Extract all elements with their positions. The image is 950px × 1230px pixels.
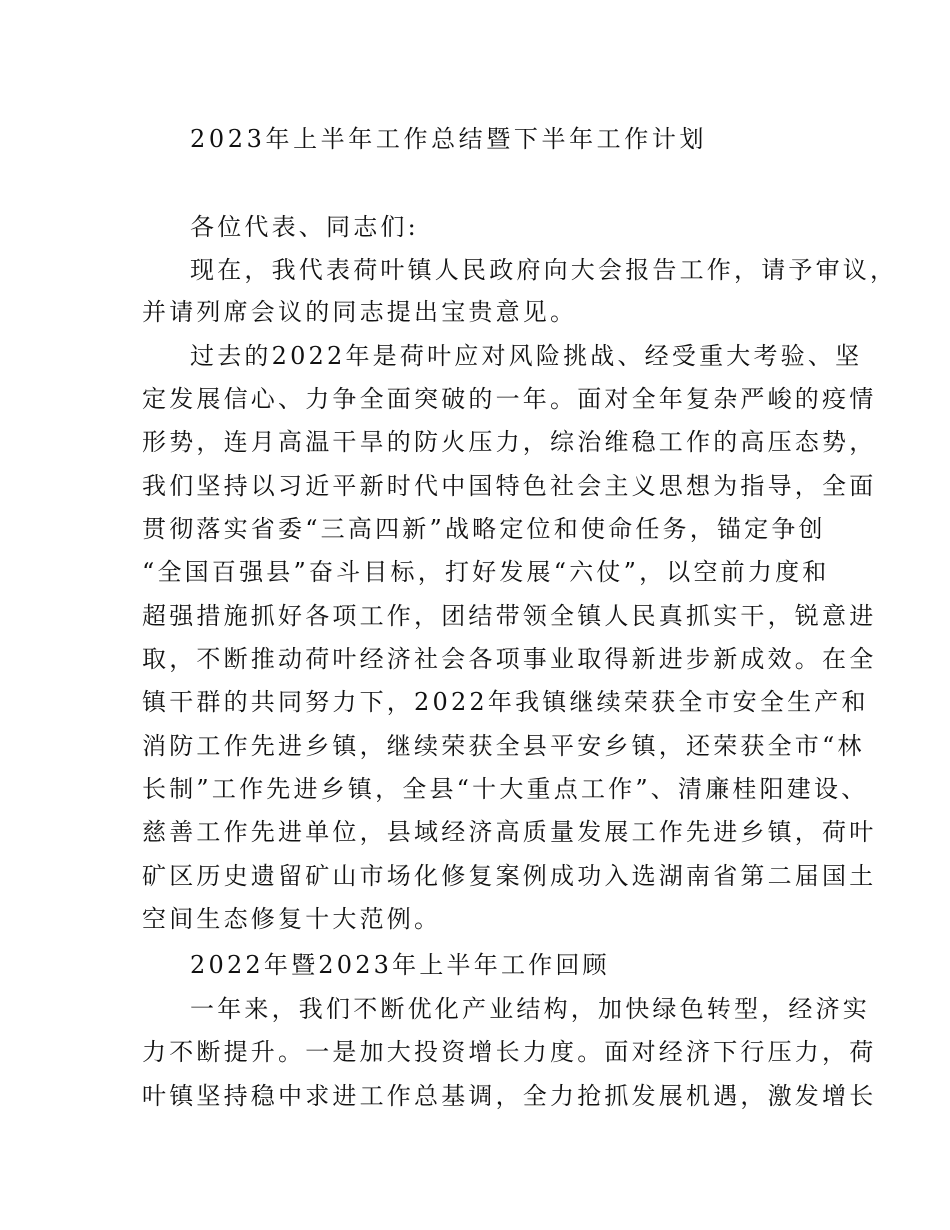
paragraph-3-line-3: 叶镇坚持稳中求进工作总基调，全力抢抓发展机遇，激发增长	[142, 1082, 877, 1110]
paragraph-2-line-13: 矿区历史遗留矿山市场化修复案例成功入选湖南省第二届国土	[142, 862, 877, 890]
paragraph-2-line-9: 镇干群的共同努力下，2022年我镇继续荣获全市安全生产和	[142, 688, 869, 716]
paragraph-2-line-11: 长制”工作先进乡镇，全县“十大重点工作”、清廉桂阳建设、	[142, 775, 869, 803]
paragraph-2-line-1: 过去的2022年是荷叶应对风险挑战、经受重大考验、坚	[190, 342, 863, 370]
paragraph-2-line-14: 空间生态修复十大范例。	[142, 905, 442, 933]
salutation: 各位代表、同志们:	[190, 213, 419, 241]
document-title: 2023年上半年工作总结暨下半年工作计划	[190, 125, 708, 153]
paragraph-2-line-8: 取，不断推动荷叶经济社会各项事业取得新进步新成效。在全	[142, 645, 877, 673]
paragraph-2-line-2: 定发展信心、力争全面突破的一年。面对全年复杂严峻的疫情	[142, 385, 877, 413]
paragraph-2-line-4: 我们坚持以习近平新时代中国特色社会主义思想为指导，全面	[142, 472, 877, 500]
paragraph-1-line-2: 并请列席会议的同志提出宝贵意见。	[142, 298, 578, 326]
paragraph-2-line-10: 消防工作先进乡镇，继续荣获全县平安乡镇，还荣获全市“林	[142, 732, 865, 760]
paragraph-2-line-5: 贯彻落实省委“三高四新”战略定位和使命任务，锚定争创	[142, 515, 826, 543]
section-heading: 2022年暨2023年上半年工作回顾	[190, 951, 610, 979]
paragraph-2-line-6: “全国百强县”奋斗目标，打好发展“六仗”，以空前力度和	[142, 558, 830, 586]
paragraph-2-line-7: 超强措施抓好各项工作，团结带领全镇人民真抓实干，锐意进	[142, 602, 877, 630]
paragraph-3-line-2: 力不断提升。一是加大投资增长力度。面对经济下行压力，荷	[142, 1038, 877, 1066]
paragraph-2-line-12: 慈善工作先进单位，县域经济高质量发展工作先进乡镇，荷叶	[142, 818, 877, 846]
paragraph-3-line-1: 一年来，我们不断优化产业结构，加快绿色转型，经济实	[190, 995, 870, 1023]
paragraph-2-line-3: 形势，连月高温干旱的防火压力，综治维稳工作的高压态势，	[142, 428, 877, 456]
paragraph-1-line-1: 现在，我代表荷叶镇人民政府向大会报告工作，请予审议，	[190, 256, 898, 284]
